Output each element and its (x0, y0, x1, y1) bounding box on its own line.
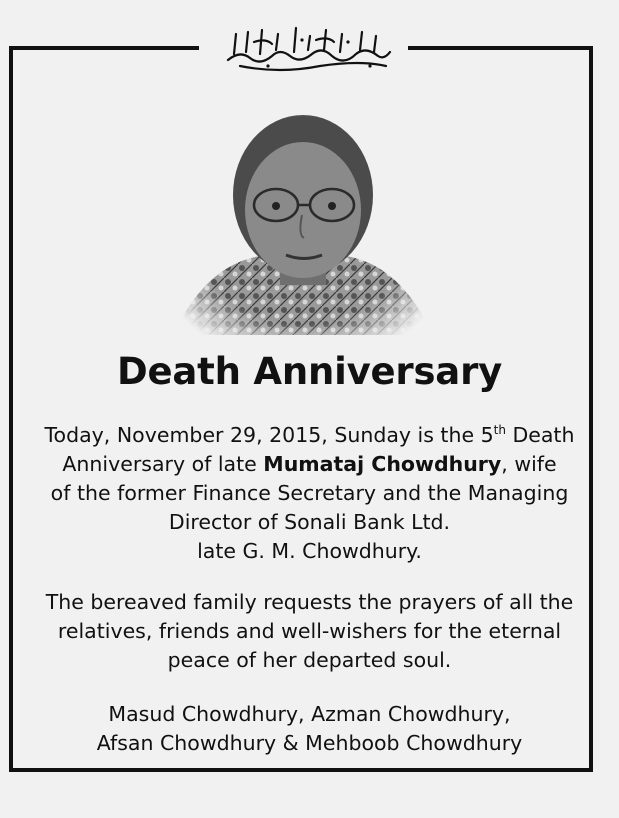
signatories-line2: Afsan Chowdhury & Mehboob Chowdhury (96, 731, 523, 755)
announcement-line3: of the former Finance Secretary and the Managing (50, 481, 569, 505)
prayer-line3: peace of her departed soul. (167, 648, 452, 672)
signatories-paragraph (0, 700, 619, 758)
signatories-line1: Masud Chowdhury, Azman Chowdhury, (108, 702, 511, 726)
page-title: Death Anniversary (116, 350, 503, 393)
prayer-line1: The bereaved family requests the prayers of all the (45, 590, 574, 614)
deceased-name: Mumataj Chowdhury (263, 452, 502, 476)
announcement-line5: late G. M. Chowdhury. (197, 539, 422, 563)
top-border-left (9, 46, 199, 50)
announcement-line1-suffix: Death (505, 423, 575, 447)
prayer-line2: relatives, friends and well-wishers for the eternal (57, 619, 562, 643)
announcement-line1-prefix: Today, November 29, 2015, Sunday is the 5 (44, 423, 494, 447)
announcement-line4: Director of Sonali Bank Ltd. (168, 510, 451, 534)
ordinal-suffix: th (493, 423, 506, 437)
top-border-right (408, 46, 593, 50)
announcement-paragraph (0, 416, 619, 566)
announcement-line2-prefix: Anniversary of late (62, 452, 264, 476)
portrait-photo (168, 110, 438, 355)
announcement-line2-suffix: , wife (501, 452, 557, 476)
bismillah-calligraphy (220, 20, 395, 76)
prayer-request-paragraph (0, 588, 619, 675)
